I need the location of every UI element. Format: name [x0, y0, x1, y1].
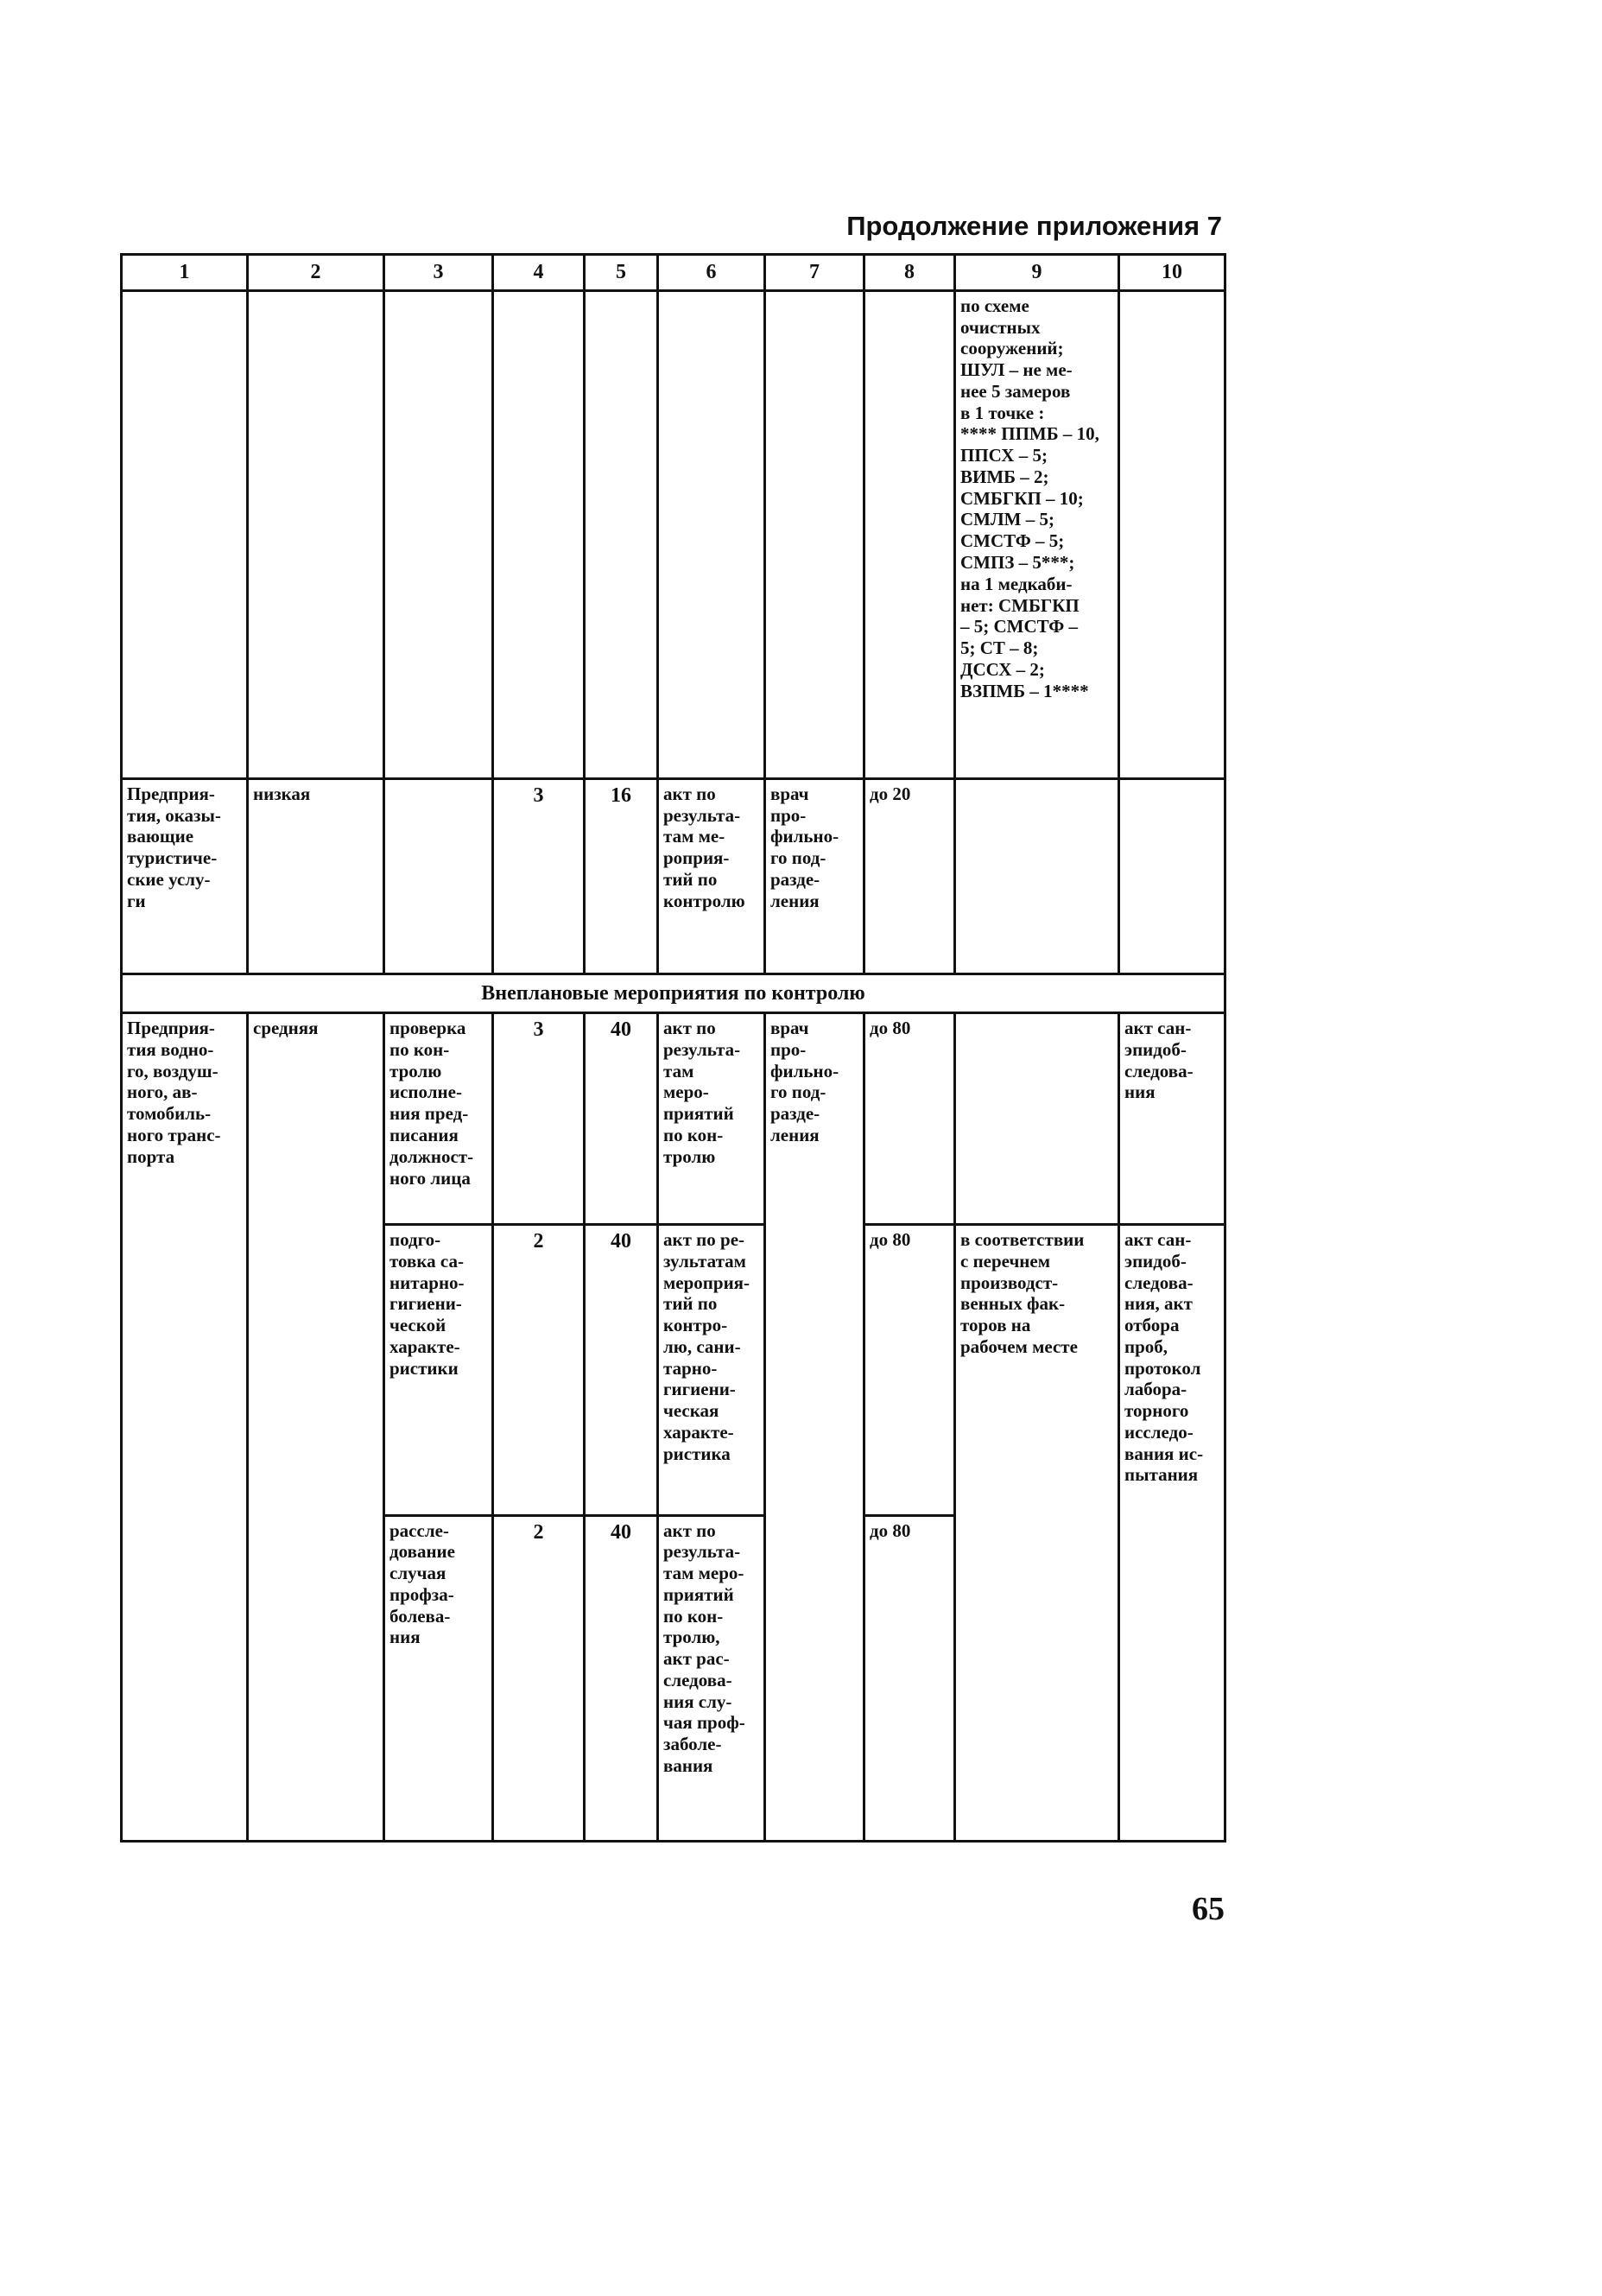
column-number-row — [122, 255, 1225, 291]
result-document-cell: акт сан- эпидоб- следова- ния — [1119, 1013, 1225, 1225]
measurement-scheme-note: по схеме очистных сооружений; ШУЛ – не ме- нее 5 замеров в 1 точке : **** ППМБ – 10, ППСХ – 5; ВИМБ – 2; СМБГКП – 10; СМЛМ – 5; СМСТФ – 5; СМПЗ – 5***; на 1 медкаби- нет: СМБГКП – 5; СМСТФ – 5; СТ – 8; ДССХ – 2; ВЗПМБ – 1**** — [955, 290, 1119, 778]
activity-cell: подго- товка са- нитарно- гигиени- ческой характе- ристики — [384, 1224, 493, 1515]
table-cell — [955, 1013, 1119, 1225]
table-cell — [493, 290, 585, 778]
document-cell: акт по результа- там ме- роприя- тий по контролю — [658, 778, 765, 974]
enterprise-type-cell: Предприя- тия, оказы- вающие туристиче- ские услу- ги — [122, 778, 248, 974]
section-title: Внеплановые мероприятия по контролю — [122, 974, 1225, 1013]
duration-cell: до 80 — [864, 1013, 955, 1225]
column-number: 5 — [585, 255, 658, 291]
column-number: 10 — [1119, 255, 1225, 291]
value-cell: 40 — [585, 1224, 658, 1515]
table-row-tourism — [122, 778, 1225, 974]
duration-cell: до 80 — [864, 1224, 955, 1515]
column-number: 7 — [765, 255, 864, 291]
document-cell: акт по результа- там меро- приятий по кон- тролю, акт рас- следова- ния слу- чая проф- заболе- вания — [658, 1515, 765, 1841]
table-cell — [864, 290, 955, 778]
activity-cell: рассле- дование случая профза- болева- ния — [384, 1515, 493, 1841]
factors-cell: в соответствии с перечнем производст- венных фак- торов на рабочем месте — [955, 1224, 1119, 1841]
table-cell — [248, 290, 384, 778]
table-cell — [585, 290, 658, 778]
value-cell: 40 — [585, 1013, 658, 1225]
table-cell — [1119, 290, 1225, 778]
column-number: 6 — [658, 255, 765, 291]
column-number: 9 — [955, 255, 1119, 291]
column-number: 8 — [864, 255, 955, 291]
specialist-cell: врач про- фильно- го под- разде- ления — [765, 1013, 864, 1842]
document-cell: акт по ре- зультатам мероприя- тий по контро- лю, сани- тарно- гигиени- ческая характе- ристика — [658, 1224, 765, 1515]
table-cell — [955, 778, 1119, 974]
table-cell — [122, 290, 248, 778]
table-cell — [384, 290, 493, 778]
value-cell: 40 — [585, 1515, 658, 1841]
table-cell — [1119, 778, 1225, 974]
value-cell: 2 — [493, 1515, 585, 1841]
value-cell: 2 — [493, 1224, 585, 1515]
enterprise-type-cell: Предприя- тия водно- го, воздуш- ного, ав- томобиль- ного транс- порта — [122, 1013, 248, 1842]
column-number: 1 — [122, 255, 248, 291]
value-cell: 3 — [493, 1013, 585, 1225]
column-number: 3 — [384, 255, 493, 291]
table-cell — [765, 290, 864, 778]
activity-cell: проверка по кон- тролю исполне- ния пред- писания должност- ного лица — [384, 1013, 493, 1225]
result-document-cell: акт сан- эпидоб- следова- ния, акт отбора проб, протокол лабора- торного исследо- вания ис- пытания — [1119, 1224, 1225, 1841]
value-cell: 16 — [585, 778, 658, 974]
risk-level-cell: низкая — [248, 778, 384, 974]
table-cell — [658, 290, 765, 778]
column-number: 4 — [493, 255, 585, 291]
table-cell — [384, 778, 493, 974]
table-row-continued — [122, 290, 1225, 778]
duration-cell: до 80 — [864, 1515, 955, 1841]
page-number: 65 — [1192, 1891, 1225, 1927]
value-cell: 3 — [493, 778, 585, 974]
risk-level-cell: средняя — [248, 1013, 384, 1842]
duration-cell: до 20 — [864, 778, 955, 974]
specialist-cell: врач про- фильно- го под- разде- ления — [765, 778, 864, 974]
page-heading: Продолжение приложения 7 — [846, 211, 1222, 241]
document-cell: акт по результа- там меро- приятий по кон- тролю — [658, 1013, 765, 1225]
table-row-unplanned-1 — [122, 1013, 1225, 1225]
column-number: 2 — [248, 255, 384, 291]
appendix-table — [120, 253, 1226, 1843]
section-row — [122, 974, 1225, 1013]
